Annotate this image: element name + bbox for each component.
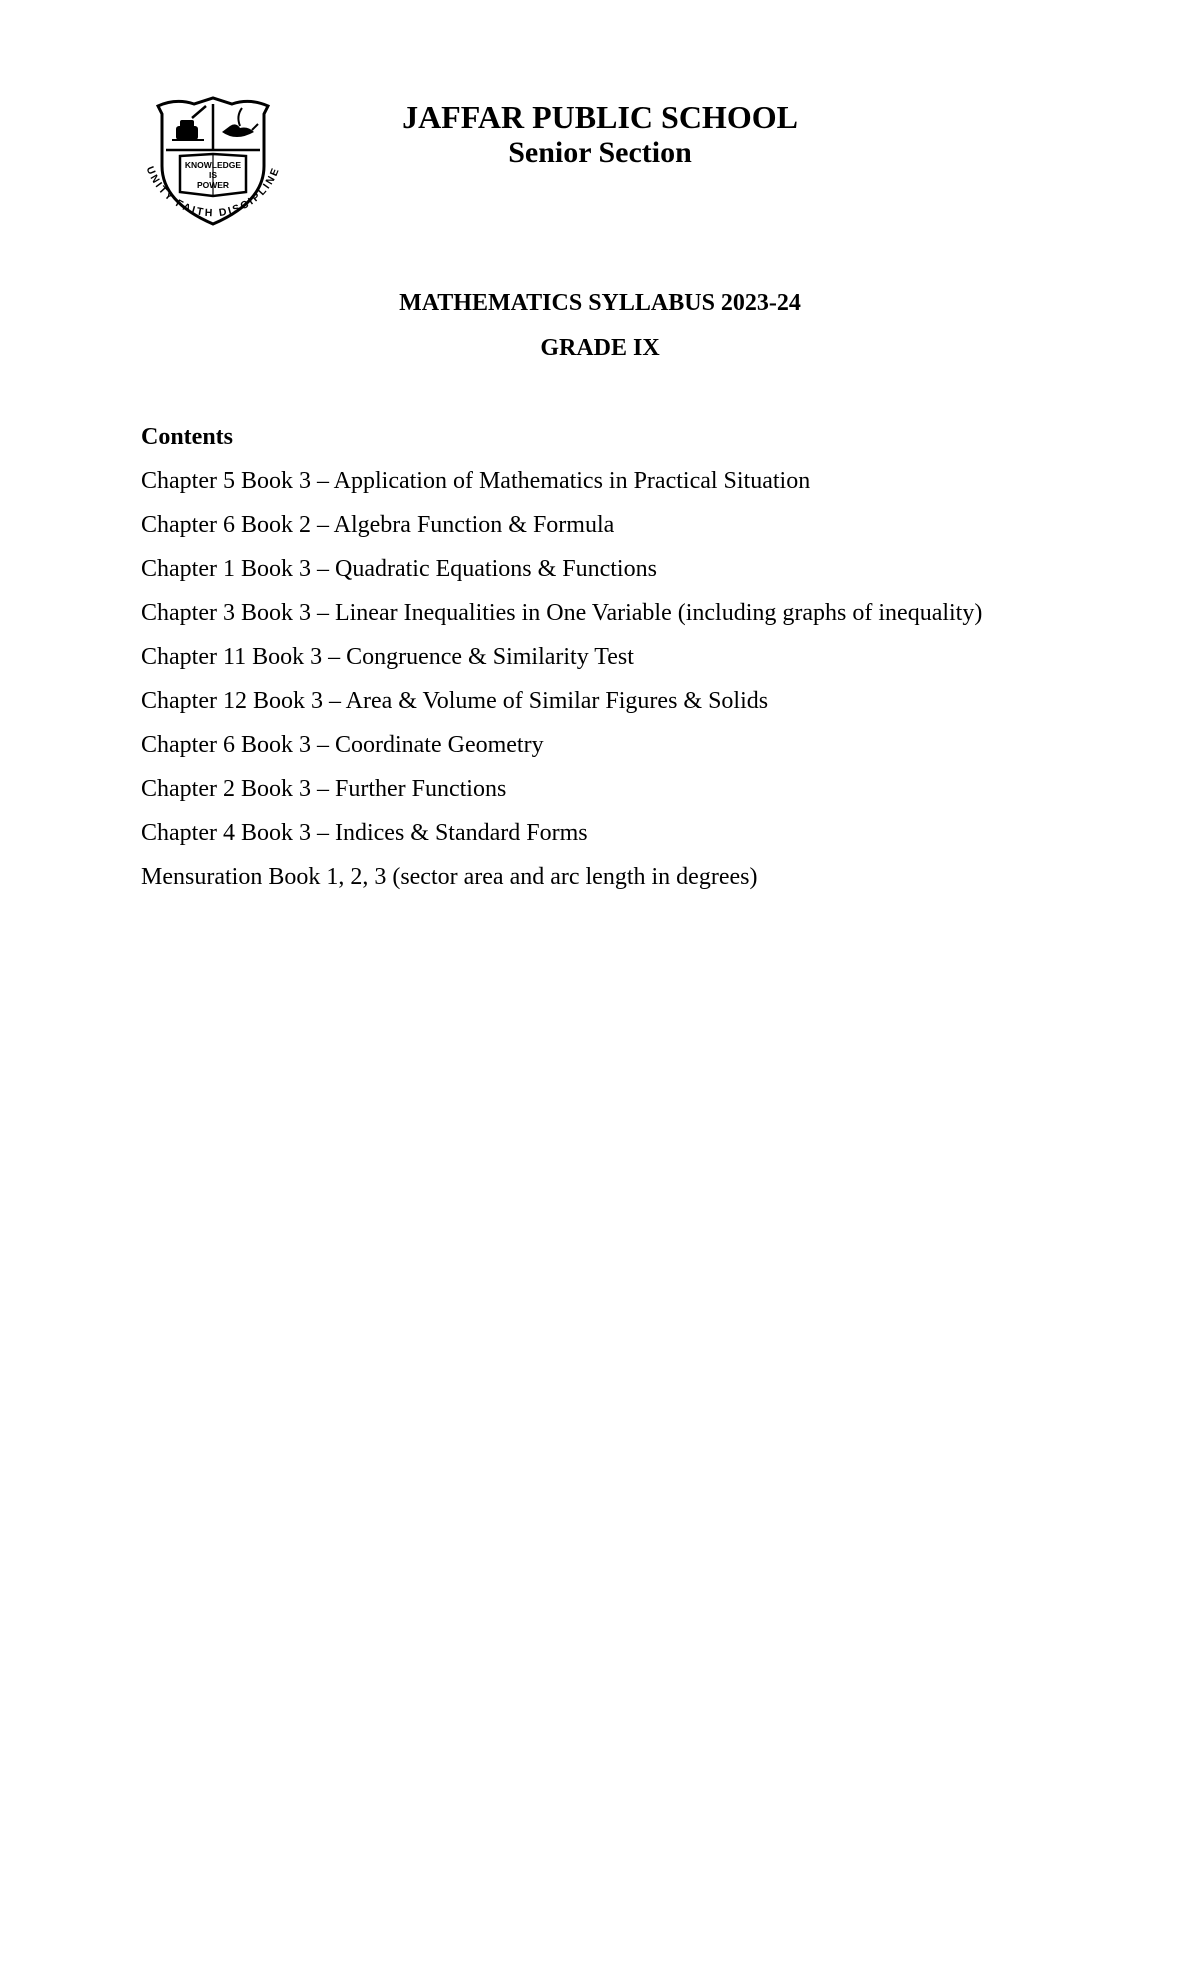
school-crest-logo: [136, 96, 290, 236]
book-text-line1: KNOWLEDGE: [184, 160, 242, 170]
grade-label: GRADE IX: [540, 335, 660, 361]
list-item: Chapter 3 Book 3 – Linear Inequalities in One Variable (including graphs of inequality): [141, 600, 983, 626]
contents-heading: Contents: [141, 424, 234, 450]
school-name: JAFFAR PUBLIC SCHOOL: [402, 99, 798, 135]
crest-motto: UNITY FAITH DISCIPLINE: [143, 164, 283, 220]
list-item: Chapter 6 Book 2 – Algebra Function & Formula: [141, 512, 615, 538]
syllabus-title: MATHEMATICS SYLLABUS 2023-24: [399, 290, 801, 316]
list-item: Chapter 6 Book 3 – Coordinate Geometry: [141, 732, 544, 758]
list-item: Chapter 11 Book 3 – Congruence & Similarity Test: [141, 644, 634, 670]
book-text-line2: IS: [208, 170, 218, 180]
list-item: Chapter 12 Book 3 – Area & Volume of Similar Figures & Solids: [141, 688, 769, 714]
list-item: Chapter 2 Book 3 – Further Functions: [141, 776, 507, 802]
list-item: Mensuration Book 1, 2, 3 (sector area and arc length in degrees): [141, 864, 758, 890]
school-section: Senior Section: [508, 136, 692, 169]
book-text-line3: POWER: [196, 180, 230, 190]
list-item: Chapter 5 Book 3 – Application of Mathematics in Practical Situation: [141, 468, 811, 494]
list-item: Chapter 1 Book 3 – Quadratic Equations & Functions: [141, 556, 657, 582]
list-item: Chapter 4 Book 3 – Indices & Standard Forms: [141, 820, 588, 846]
contents-list: [141, 465, 982, 905]
